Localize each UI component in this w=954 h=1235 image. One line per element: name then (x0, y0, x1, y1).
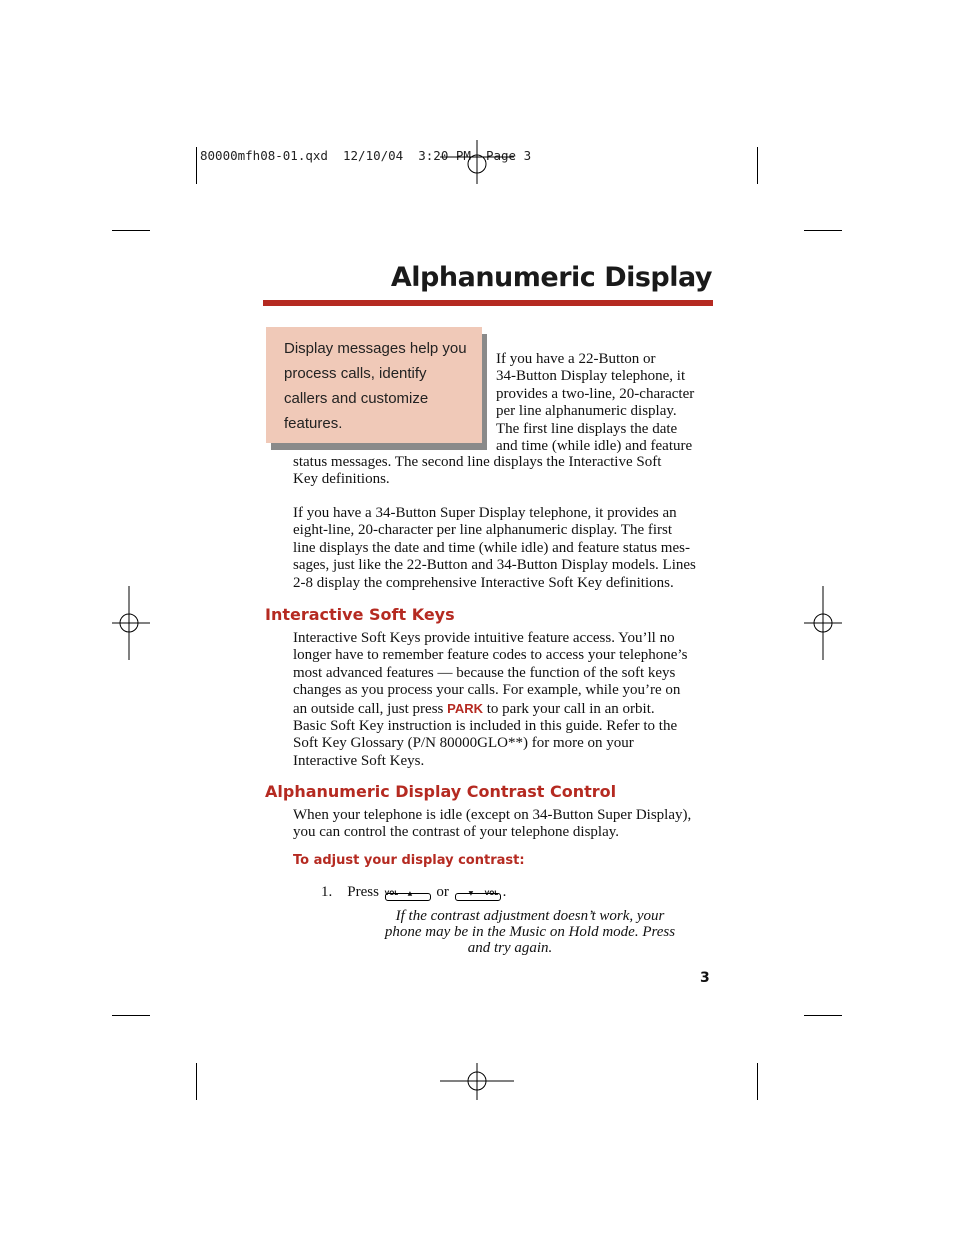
step-number: 1. (321, 884, 333, 900)
soft-keys-paragraph (293, 630, 723, 770)
paragraph-line: sages, just like the 22-Button and 34-Button Display models. Lines (293, 557, 696, 574)
paragraph-line: eight-line, 20-character per line alphanumeric display. The first (293, 522, 673, 539)
vol-down-key[interactable] (455, 885, 501, 901)
paragraph-line: Soft Key Glossary (P/N 80000GLO**) for more on your (293, 735, 634, 752)
up-arrow-icon: ▲ (407, 890, 413, 898)
paragraph-line: If you have a 34-Button Super Display telephone, it provides an (293, 505, 677, 521)
vol-up-key-body (385, 893, 431, 901)
print-slug: 80000mfh08-01.qxd 12/10/04 3:20 PM Page 3 (200, 148, 532, 163)
note-line: and try again. (467, 940, 553, 956)
intro-line: If you have a 22-Button or (496, 351, 656, 367)
callout-text: Display messages help you process calls, identify callers and customize features. (284, 340, 467, 432)
park-suffix: to park your call in an orbit. (483, 700, 655, 717)
paragraph-line: Interactive Soft Keys. (293, 752, 425, 769)
park-key-label: PARK (447, 700, 484, 716)
vol-down-key-body (455, 893, 501, 901)
paragraph-line: When your telephone is idle (except on 34-Button Super Display), (293, 807, 692, 823)
intro-line: status messages. The second line displays the Interactive Soft (293, 454, 662, 470)
vol-down-label: VOL (484, 890, 499, 898)
paragraph-line: 2-8 display the comprehensive Interactive Soft Key definitions. (293, 574, 674, 591)
intro-line: and time (while idle) and feature (496, 438, 693, 455)
step-press-text: Press (347, 884, 379, 900)
note-line: phone may be in the Music on Hold mode. Press (384, 924, 676, 940)
intro-paragraph (496, 351, 716, 455)
intro-line: 34-Button Display telephone, it (496, 368, 686, 385)
intro-line: per line alphanumeric display. (496, 403, 677, 420)
paragraph-line: most advanced features — because the function of the soft keys (293, 664, 676, 681)
paragraph-line: Interactive Soft Keys provide intuitive feature access. You’ll no (293, 630, 675, 646)
paragraph-line: Basic Soft Key instruction is included in this guide. Refer to the (293, 718, 678, 735)
page-title: Alphanumeric Display (390, 262, 712, 293)
heading-soft-keys: Interactive Soft Keys (265, 605, 455, 624)
park-prefix: an outside call, just press (293, 700, 448, 717)
callout-box (266, 327, 482, 443)
title-rule (263, 300, 713, 306)
step-1 (321, 884, 571, 901)
paragraph-line: changes as you process your calls. For example, while you’re on (293, 682, 681, 699)
page-number: 3 (700, 970, 710, 986)
intro-line: The first line displays the date (496, 420, 678, 437)
paragraph-line: you can control the contrast of your telephone display. (293, 824, 620, 841)
intro-continuation (293, 454, 723, 489)
paragraph-line: longer have to remember feature codes to access your telephone’s (293, 647, 688, 664)
heading-contrast: Alphanumeric Display Contrast Control (265, 782, 617, 801)
intro-line: Key definitions. (293, 471, 390, 488)
note-line: If the contrast adjustment doesn’t work, your (395, 908, 665, 924)
contrast-paragraph (293, 807, 723, 842)
paragraph-line: line displays the date and time (while idle) and feature status mes- (293, 539, 690, 556)
vol-up-label: VOL (384, 890, 399, 898)
intro-line: provides a two-line, 20-character (496, 385, 695, 402)
down-arrow-icon: ▼ (468, 890, 474, 898)
vol-up-key[interactable] (385, 885, 431, 901)
super-display-paragraph (293, 505, 723, 592)
heading-adjust: To adjust your display contrast: (293, 853, 525, 868)
step-or-text: or (436, 884, 449, 900)
step-note (370, 908, 690, 956)
step-end: . (502, 884, 507, 900)
paragraph-line (293, 700, 723, 718)
